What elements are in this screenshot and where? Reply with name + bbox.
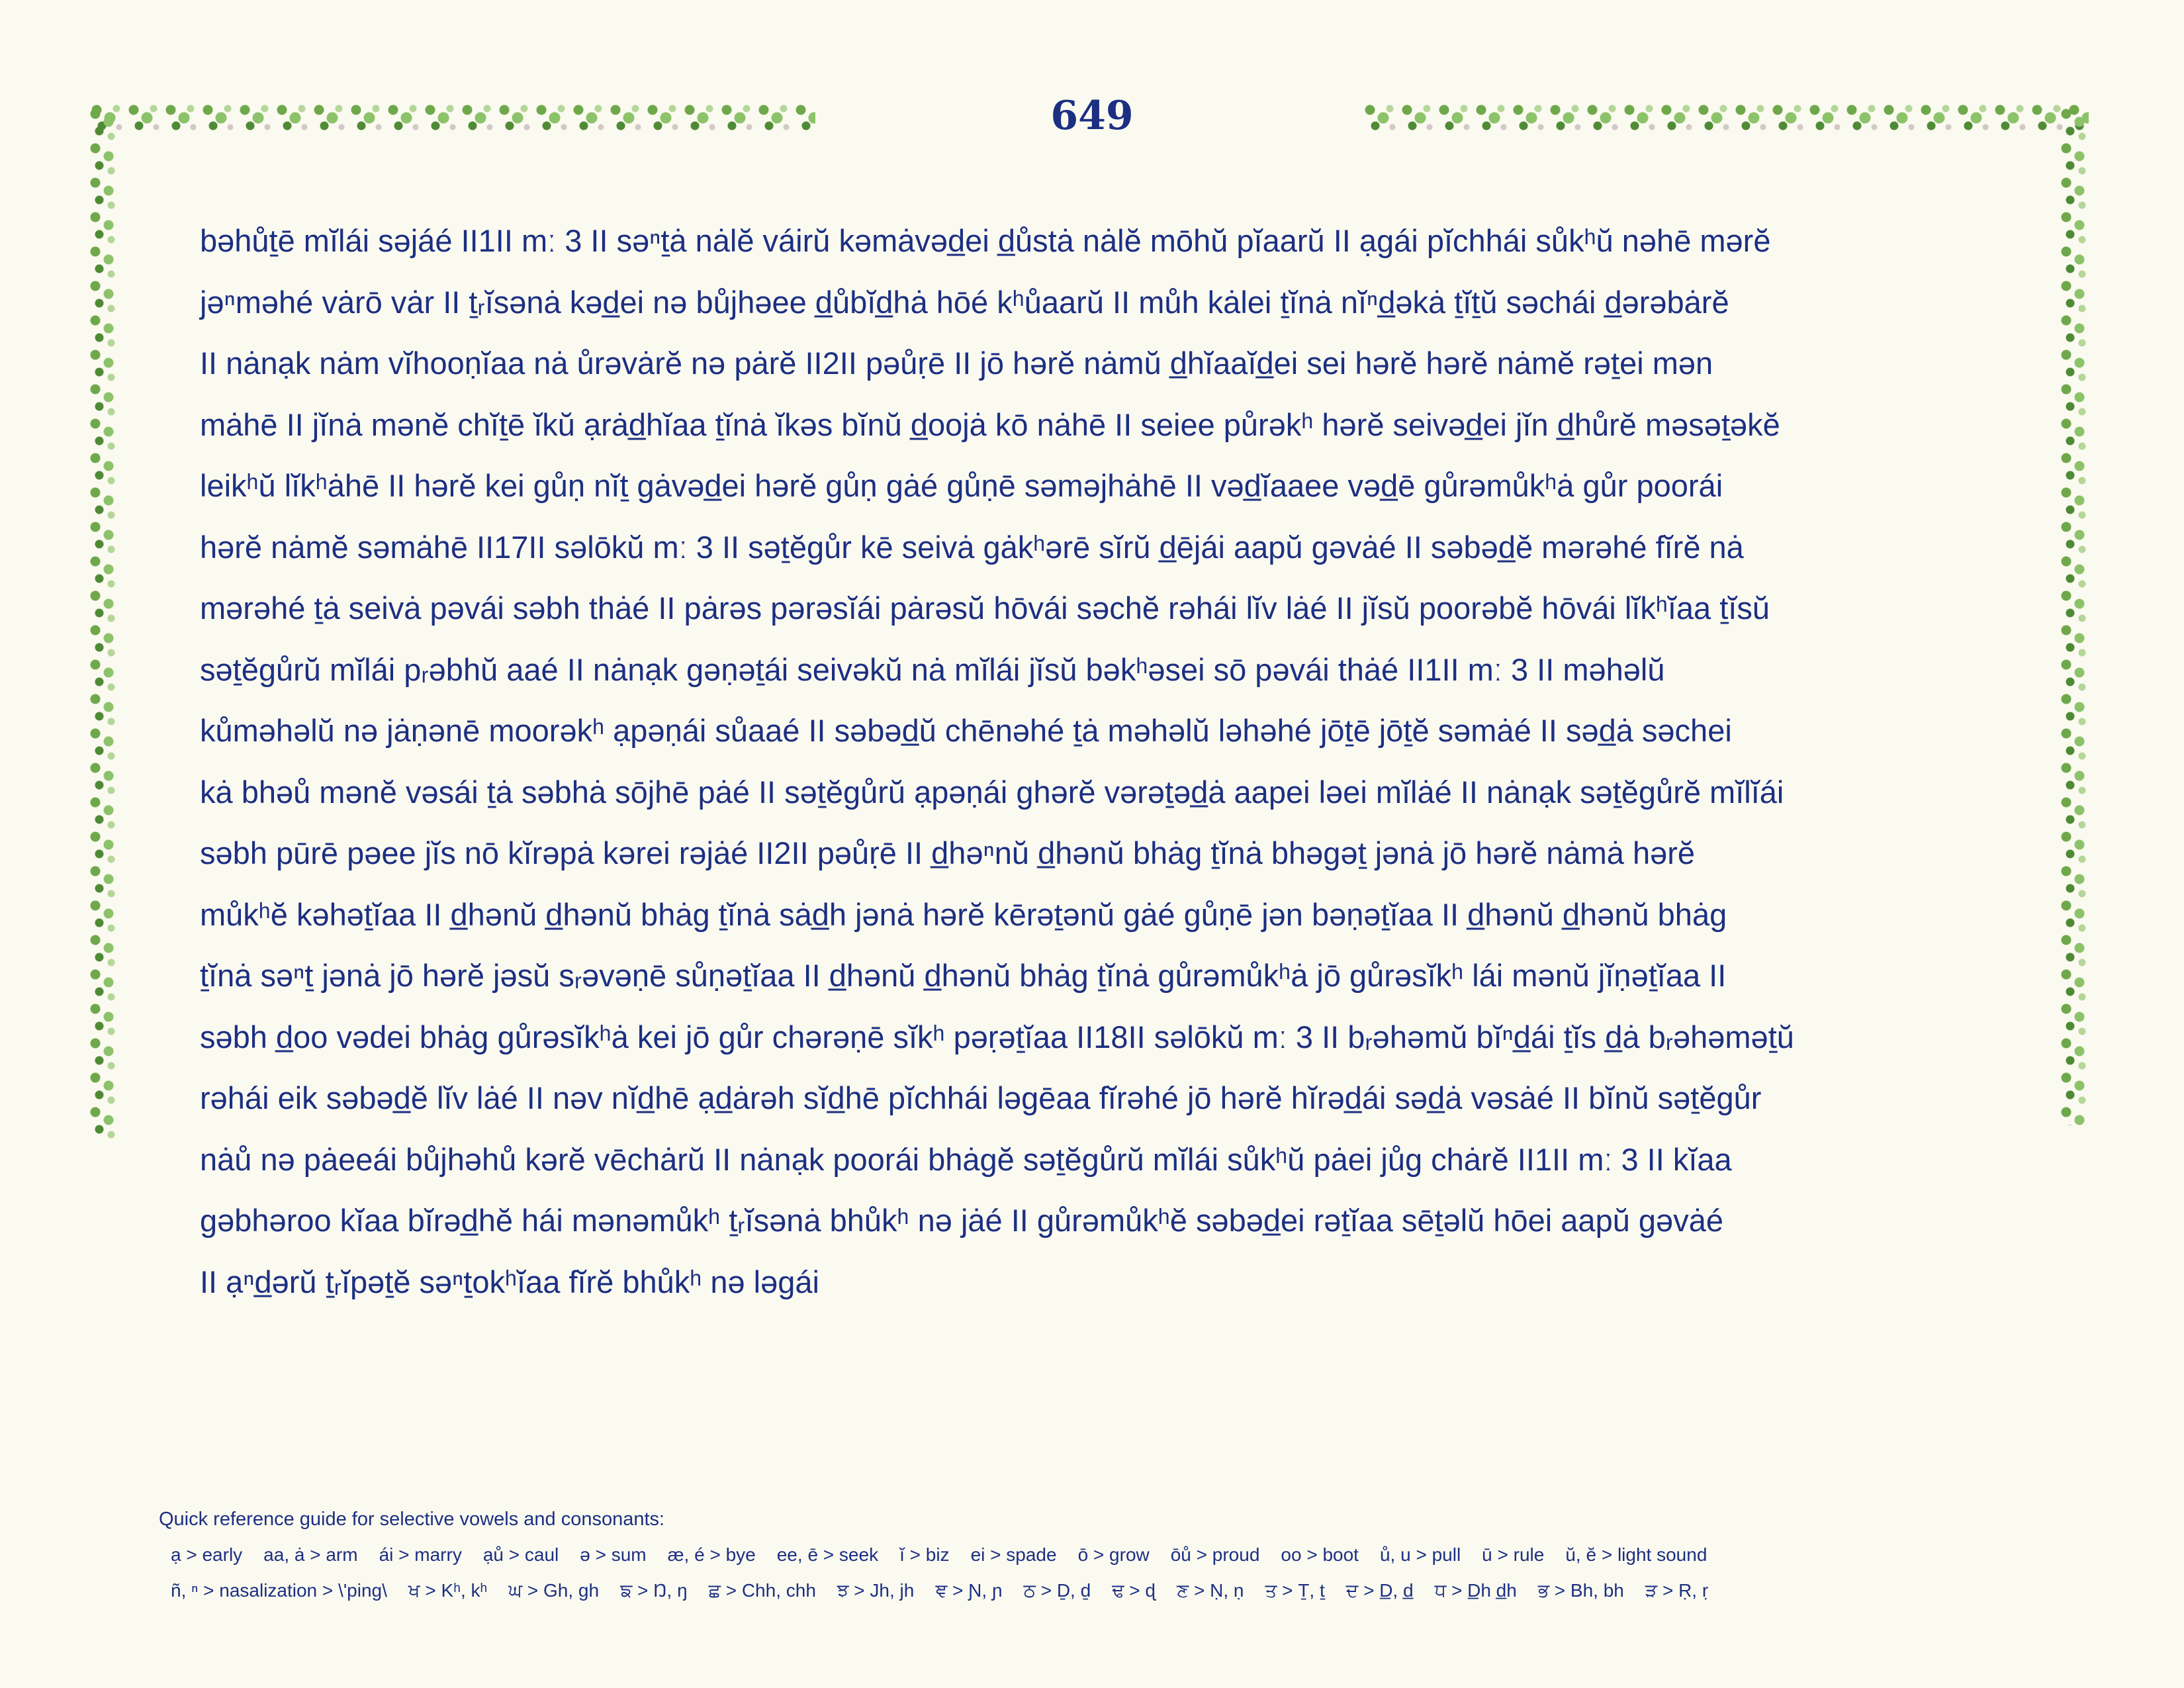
text-line: mȧhē II jĭnȧ mənĕ chĭṯē ĭkŭ ạrȧd̲hĭaa ṯĭnȧ ĭkəs bĭnŭ d̲oojȧ kō nȧhē II seiee půrəkʰ hərĕ seivəd̲ei jĭn d̲hůrĕ məsəṯəkĕ	[200, 406, 1780, 442]
vowel-guide-item: ĭ > biz	[899, 1544, 950, 1565]
text-line: kȧ bhəů mənĕ vəsái ṯȧ səbhȧ sōjhē pȧé II səṯĕgůrŭ ạpəṇái ghərĕ vərəṯəd̲ȧ aapei ləei mĭlȧé II nȧnạk səṯĕgůrĕ mĭlĭái	[200, 774, 1784, 810]
vine-border-left	[87, 106, 118, 1139]
consonant-guide-item: ਘ > Gh, gh	[508, 1580, 600, 1601]
text-line: jəⁿməhé vȧrō vȧr II ṯᵣĭsənȧ kəd̲ei nə bůjhəee d̲ůbĭd̲hȧ hōé kʰůaarŭ II můh kȧlei ṯĭnȧ nĭⁿd̲əkȧ ṯĭṯŭ səchái d̲ərəbȧrĕ	[200, 284, 1729, 320]
vowel-guide-item: ū > rule	[1482, 1544, 1545, 1565]
text-line: leikʰŭ lĭkʰȧhē II hərĕ kei gůṇ nĭṯ gȧvəd̲ei hərĕ gůṇ gȧé gůṇē səməjhȧhē II vəd̲ĭaaee vəd̲ē gůrəmůkʰȧ gůr poorái	[200, 468, 1723, 503]
vowel-guide-item: aa, ȧ > arm	[263, 1544, 358, 1565]
text-line: kůməhəlŭ nə jȧṇənē moorəkʰ ạpəṇái sůaaé II səbəd̲ŭ chēnəhé ṯȧ məhəlŭ ləhəhé jōṯē jōṯĕ səmȧé II səd̲ȧ səchei	[200, 713, 1732, 748]
text-line: gəbhəroo kĭaa bĭrəd̲hĕ hái mənəmůkʰ ṯᵣĭsənȧ bhůkʰ nə jȧé II gůrəmůkʰĕ səbəd̲ei rəṯĭaa sēṯəlŭ hōei aapŭ gəvȧé	[200, 1203, 1723, 1238]
text-line: səbh pūrē pəee jĭs nō kĭrəpȧ kərei rəjȧé II2II pəůṛē II d̲həⁿnŭ d̲hənŭ bhȧg ṯĭnȧ bhəgəṯ jənȧ jō hərĕ nȧmȧ hərĕ	[200, 835, 1696, 870]
consonant-guide-item: ਦ > D̲, d̲	[1345, 1580, 1414, 1601]
consonant-guide-item: ਭ > Bh, bh	[1537, 1580, 1624, 1601]
transliteration-body	[200, 211, 1987, 1313]
vowel-guide-item: ōů > proud	[1170, 1544, 1260, 1565]
text-line: bəhůṯē mĭlái səjáé II1II mː 3 II səⁿṯȧ nȧlĕ váirŭ kəmȧvəd̲ei d̲ůstȧ nȧlĕ mōhŭ pĭaarŭ II ạgái pĭchhái sůkʰŭ nəhē mərĕ	[200, 223, 1771, 258]
consonant-guide-item: ਛ > Chh, chh	[708, 1580, 816, 1601]
consonant-guide-item: ਖ > Kʰ, kʰ	[408, 1580, 488, 1601]
vowel-guide-item: ei > spade	[970, 1544, 1057, 1565]
text-line: můkʰĕ kəhəṯĭaa II d̲hənŭ d̲hənŭ bhȧg ṯĭnȧ sȧd̲h jənȧ hərĕ kērəṯənŭ gȧé gůṇē jən bəṇəṯĭaa II d̲hənŭ d̲hənŭ bhȧg	[200, 896, 1727, 932]
vowel-guide-item: æ, é > bye	[667, 1544, 756, 1565]
vowel-guide-item: ə > sum	[580, 1544, 647, 1565]
text-line: səbh d̲oo vədei bhȧg gůrəsĭkʰȧ kei jō gůr chərəṇē sĭkʰ pəṛəṯĭaa II18II səlōkŭ mː 3 II bᵣəhəmŭ bĭⁿd̲ái ṯĭs d̲ȧ bᵣəhəməṯŭ	[200, 1019, 1794, 1055]
consonant-guide-item: ਝ > Jh, jh	[837, 1580, 915, 1601]
page-number: 649	[1050, 93, 1134, 139]
consonant-guide-item: ਤ > Ṯ, ṯ	[1265, 1580, 1325, 1601]
text-line: II ạⁿd̲ərŭ ṯᵣĭpəṯĕ səⁿṯokʰĭaa fĭrĕ bhůkʰ nə ləgái	[200, 1264, 819, 1299]
consonant-guide-item: ੜ > Ṛ, ṛ	[1645, 1580, 1709, 1601]
reference-guide	[159, 1501, 2025, 1609]
vine-border-top-right	[1361, 101, 2089, 135]
consonant-guide-item: ਙ > Ŋ, ŋ	[620, 1580, 688, 1601]
text-line: rəhái eik səbəd̲ĕ lĭv lȧé II nəv nĭd̲hē ạd̲ȧrəh sĭd̲hē pĭchhái ləgēaa fĭrəhé jō hərĕ hĭrəd̲ái səd̲ȧ vəsȧé II bĭnŭ səṯĕgůr	[200, 1080, 1762, 1115]
consonant-guide-item: ਧ > D̲h d̲h	[1434, 1580, 1517, 1601]
text-line: mərəhé ṯȧ seivȧ pəvái səbh thȧé II pȧrəs pərəsĭái pȧrəsŭ hōvái səchĕ rəhái lĭv lȧé II jĭsŭ poorəbĕ hōvái lĭkʰĭaa ṯĭsŭ	[200, 590, 1770, 626]
consonant-guide-item: ñ, ⁿ > nasalization > \'ping\	[171, 1580, 387, 1601]
vowel-guide-item: ái > marry	[379, 1544, 462, 1565]
text-line: II nȧnạk nȧm vĭhooṇĭaa nȧ ůrəvȧrĕ nə pȧrĕ II2II pəůṛē II jō hərĕ nȧmŭ d̲hĭaaĭd̲ei sei hərĕ hərĕ nȧmĕ rəṯei mən	[200, 346, 1713, 381]
consonant-guide-item: ਞ > Ɲ, ɲ	[935, 1580, 1003, 1601]
text-line: səṯĕgůrŭ mĭlái pᵣəbhŭ aaé II nȧnạk gəṇəṯái seivəkŭ nȧ mĭlái jĭsŭ bəkʰəsei sō pəvái thȧé II1II mː 3 II məhəlŭ	[200, 651, 1665, 687]
vowel-guide-item: oo > boot	[1281, 1544, 1359, 1565]
consonant-guide-item: ਢ > ɖ	[1112, 1580, 1156, 1601]
vowel-guide-item: ạů > caul	[482, 1544, 559, 1565]
reference-guide-title: Quick reference guide for selective vowels and consonants:	[159, 1509, 665, 1530]
consonant-guide-row	[159, 1573, 2025, 1609]
vine-border-top-left	[87, 101, 815, 135]
text-line: hərĕ nȧmĕ səmȧhē II17II səlōkŭ mː 3 II səṯĕgůr kē seivȧ gȧkʰərē sĭrŭ d̲ējái aapŭ gəvȧé II səbəd̲ĕ mərəhé fĭrĕ nȧ	[200, 529, 1744, 565]
vowel-guide-item: ů, u > pull	[1379, 1544, 1461, 1565]
consonant-guide-item: ਣ > Ṇ, ṇ	[1176, 1580, 1244, 1601]
consonant-guide-item: ਠ > Ḏ, ḏ	[1023, 1580, 1091, 1601]
vowel-guide-item: ŭ, ĕ > light sound	[1565, 1544, 1707, 1565]
text-line: nȧů nə pȧeeái bůjhəhů kərĕ vēchȧrŭ II nȧnạk poorái bhȧgĕ səṯĕgůrŭ mĭlái sůkʰŭ pȧei jůg chȧrĕ II1II mː 3 II kĭaa	[200, 1141, 1732, 1177]
vowel-guide-row	[159, 1537, 2025, 1573]
vowel-guide-item: ee, ē > seek	[776, 1544, 879, 1565]
vine-border-right	[2058, 106, 2089, 1125]
vowel-guide-item: ō > grow	[1077, 1544, 1150, 1565]
text-line: ṯĭnȧ səⁿṯ jənȧ jō hərĕ jəsŭ sᵣəvəṇē sůṇəṯĭaa II d̲hənŭ d̲hənŭ bhȧg ṯĭnȧ gůrəmůkʰȧ jō gůrəsĭkʰ lái mənŭ jĭṇəṯĭaa II	[200, 958, 1727, 993]
vowel-guide-item: ạ > early	[171, 1544, 243, 1565]
